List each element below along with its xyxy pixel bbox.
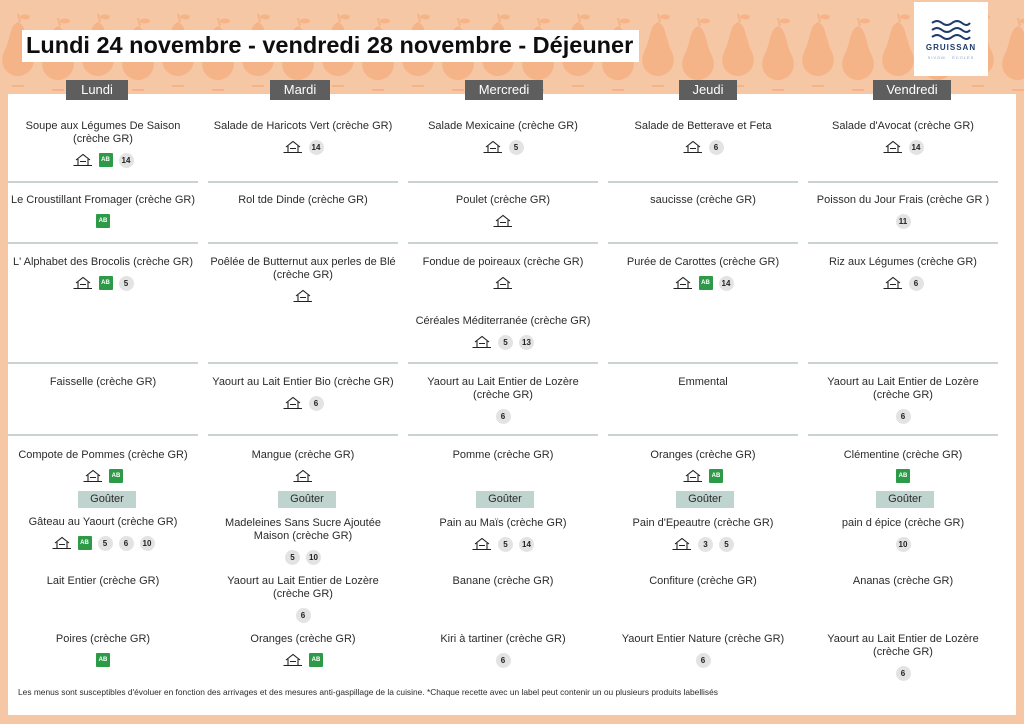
homemade-icon [493, 276, 513, 290]
allergen-badge: 14 [309, 140, 324, 155]
allergen-badge: 6 [696, 653, 711, 668]
menu-item-name: Kiri à tartiner (crèche GR) [440, 633, 566, 645]
pear-shape [762, 18, 794, 90]
allergen-badge: 13 [519, 335, 534, 350]
menu-item-name: Soupe aux Légumes De Saison (crèche GR) [25, 120, 181, 145]
allergen-badge: 3 [698, 537, 713, 552]
menu-item-name: Pain d'Epeautre (crèche GR) [632, 517, 774, 529]
homemade-icon [283, 653, 303, 667]
menu-item [408, 376, 598, 424]
menu-item-name: Lait Entier (crèche GR) [46, 575, 160, 587]
menu-item [8, 575, 198, 588]
course-separator [608, 242, 798, 244]
menu-item-labels [208, 139, 398, 155]
pear-shape [642, 14, 674, 86]
menu-item-labels [208, 395, 398, 411]
allergen-badge: 5 [498, 335, 513, 350]
course-separator [208, 434, 398, 436]
pear-shape [1002, 18, 1024, 90]
menu-item [8, 516, 198, 551]
menu-item [608, 575, 798, 588]
menu-item-name: Banane (crèche GR) [452, 575, 554, 587]
gouter-label: Goûter [278, 491, 336, 508]
menu-item [608, 120, 798, 155]
course-separator [808, 362, 998, 364]
course-separator [808, 434, 998, 436]
page-title: Lundi 24 novembre - vendredi 28 novembre - Déjeuner [26, 32, 634, 58]
menu-item [408, 194, 598, 229]
menu-item-labels [808, 213, 998, 229]
menu-item [808, 449, 998, 484]
organic-ab-icon: AB [96, 653, 110, 667]
menu-item-name: Yaourt au Lait Entier de Lozère (crèche GR) [227, 575, 379, 600]
homemade-icon [672, 537, 692, 551]
course-separator [8, 362, 198, 364]
menu-item-labels [8, 213, 198, 229]
menu-item [208, 120, 398, 155]
course-separator [608, 434, 798, 436]
day-header: Vendredi [873, 80, 951, 100]
homemade-icon [472, 335, 492, 349]
menu-item-name: Salade de Betterave et Feta [634, 120, 772, 132]
menu-item-name: Pain au Maïs (crèche GR) [439, 517, 567, 529]
homemade-icon [73, 276, 93, 290]
day-column-vendredi [808, 82, 998, 715]
organic-ab-icon: AB [699, 276, 713, 290]
menu-item-labels [208, 652, 398, 668]
menu-item-name: Oranges (crèche GR) [250, 633, 356, 645]
menu-item-name: Faisselle (crèche GR) [49, 376, 157, 388]
menu-item-name: Salade d'Avocat (crèche GR) [832, 120, 974, 132]
course-separator [408, 242, 598, 244]
course-separator [408, 434, 598, 436]
menu-item [8, 449, 198, 484]
menu-item [608, 517, 798, 552]
menu-item-name: Fondue de poireaux (crèche GR) [422, 256, 584, 268]
organic-ab-icon: AB [896, 469, 910, 483]
menu-item-name: Pomme (crèche GR) [452, 449, 554, 461]
allergen-badge: 14 [909, 140, 924, 155]
homemade-icon [283, 140, 303, 154]
homemade-icon [683, 469, 703, 483]
menu-item [808, 376, 998, 424]
menu-item [208, 256, 398, 304]
menu-item-labels [608, 275, 798, 291]
course-separator [8, 181, 198, 183]
menu-item-name: Poires (crèche GR) [55, 633, 151, 645]
homemade-icon [83, 469, 103, 483]
menu-item [808, 256, 998, 291]
day-header: Jeudi [679, 80, 737, 100]
gruissan-logo [914, 2, 988, 76]
menu-item-labels [808, 536, 998, 552]
gouter-label: Goûter [876, 491, 934, 508]
day-column-mercredi [408, 82, 598, 715]
menu-item-name: Poêlée de Butternut aux perles de Blé (crèche GR) [210, 256, 396, 281]
menu-item [808, 120, 998, 155]
menu-item-name: L' Alphabet des Brocolis (crèche GR) [12, 256, 194, 268]
allergen-badge: 10 [896, 537, 911, 552]
course-separator [208, 242, 398, 244]
homemade-icon [283, 396, 303, 410]
menu-item-name: pain d épice (crèche GR) [841, 517, 965, 529]
menu-item [808, 194, 998, 229]
menu-item [8, 376, 198, 389]
course-separator [208, 181, 398, 183]
allergen-badge: 6 [709, 140, 724, 155]
homemade-icon [483, 140, 503, 154]
footer-note: Les menus sont susceptibles d'évoluer en fonction des arrivages et des mesures anti-gaspillage de la cuisine. *Chaque recette avec un label peut contenir un ou plusieurs produits labellisés [18, 687, 718, 697]
menu-item-labels [608, 139, 798, 155]
menu-item [208, 633, 398, 668]
menu-item-labels [8, 652, 198, 668]
homemade-icon [673, 276, 693, 290]
pear-shape [722, 14, 754, 86]
allergen-badge: 10 [140, 536, 155, 551]
day-column-lundi [8, 82, 198, 715]
menu-item-labels [808, 468, 998, 484]
allergen-badge: 6 [496, 409, 511, 424]
menu-item-name: Emmental [678, 376, 728, 388]
menu-item-name: Confiture (crèche GR) [649, 575, 757, 587]
menu-item-labels [208, 468, 398, 484]
menu-item-name: Ananas (crèche GR) [852, 575, 954, 587]
course-separator [208, 362, 398, 364]
allergen-badge: 5 [498, 537, 513, 552]
homemade-icon [293, 469, 313, 483]
menu-item [208, 575, 398, 623]
menu-item-name: Salade de Haricots Vert (crèche GR) [213, 120, 393, 132]
menu-item [408, 575, 598, 588]
course-separator [608, 181, 798, 183]
menu-item-labels [8, 535, 198, 551]
course-separator [808, 242, 998, 244]
menu-panel [8, 82, 1016, 715]
menu-item [408, 315, 598, 350]
course-separator [608, 362, 798, 364]
menu-item [608, 633, 798, 668]
title-banner [22, 30, 639, 62]
menu-item-name: Riz aux Légumes (crèche GR) [829, 256, 977, 268]
pear-shape [882, 14, 914, 86]
course-separator [808, 181, 998, 183]
menu-item-labels [8, 468, 198, 484]
gouter-label: Goûter [78, 491, 136, 508]
menu-item-name: Compote de Pommes (crèche GR) [18, 449, 188, 461]
homemade-icon [683, 140, 703, 154]
menu-item [8, 633, 198, 668]
menu-item-name: Yaourt au Lait Entier de Lozère (crèche GR) [827, 633, 979, 658]
menu-item-name: Madeleines Sans Sucre Ajoutée Maison (crèche GR) [225, 517, 381, 542]
menu-item-labels [608, 536, 798, 552]
organic-ab-icon: AB [309, 653, 323, 667]
course-separator [408, 362, 598, 364]
waves-icon [930, 18, 972, 42]
menu-item-name: Purée de Carottes (crèche GR) [626, 256, 780, 268]
allergen-badge: 5 [98, 536, 113, 551]
menu-item-name: Yaourt au Lait Entier de Lozère (crèche GR) [827, 376, 979, 401]
menu-item-name: Poisson du Jour Frais (crèche GR ) [816, 194, 990, 206]
pear-shape [802, 14, 834, 86]
menu-item-labels [208, 607, 398, 623]
menu-item-labels [808, 408, 998, 424]
menu-item-labels [408, 275, 598, 291]
homemade-icon [883, 276, 903, 290]
menu-item [208, 376, 398, 411]
menu-item-labels [408, 408, 598, 424]
menu-item [808, 633, 998, 681]
allergen-badge: 14 [719, 276, 734, 291]
menu-item-labels [8, 152, 198, 168]
menu-item-labels [408, 536, 598, 552]
menu-item-name: Céréales Méditerranée (crèche GR) [415, 315, 591, 327]
allergen-badge: 6 [496, 653, 511, 668]
menu-item-labels [808, 139, 998, 155]
menu-item-labels [808, 665, 998, 681]
organic-ab-icon: AB [99, 276, 113, 290]
menu-item-labels [408, 213, 598, 229]
allergen-badge: 5 [509, 140, 524, 155]
menu-item-labels [8, 275, 198, 291]
menu-item [608, 449, 798, 484]
allergen-badge: 6 [296, 608, 311, 623]
menu-item [8, 256, 198, 291]
allergen-badge: 6 [309, 396, 324, 411]
menu-item [408, 256, 598, 291]
allergen-badge: 11 [896, 214, 911, 229]
menu-item-name: Gâteau au Yaourt (crèche GR) [28, 516, 178, 528]
day-header: Mercredi [465, 80, 543, 100]
allergen-badge: 14 [119, 153, 134, 168]
logo-text: GRUISSAN [925, 43, 977, 52]
menu-item [8, 194, 198, 229]
allergen-badge: 5 [285, 550, 300, 565]
allergen-badge: 10 [306, 550, 321, 565]
gouter-label: Goûter [676, 491, 734, 508]
organic-ab-icon: AB [96, 214, 110, 228]
allergen-badge: 6 [119, 536, 134, 551]
allergen-badge: 6 [909, 276, 924, 291]
menu-item-labels [808, 275, 998, 291]
menu-item [808, 575, 998, 588]
menu-item [408, 517, 598, 552]
menu-item-name: saucisse (crèche GR) [650, 194, 756, 206]
logo-subtext: SIVOM · ÉCOLES [927, 55, 975, 60]
day-column-mardi [208, 82, 398, 715]
menu-item-name: Yaourt au Lait Entier Bio (crèche GR) [212, 376, 394, 388]
menu-item-labels [408, 334, 598, 350]
course-separator [8, 434, 198, 436]
homemade-icon [52, 536, 72, 550]
menu-item-labels [608, 468, 798, 484]
menu-item-name: Poulet (crèche GR) [455, 194, 551, 206]
menu-item-name: Yaourt au Lait Entier de Lozère (crèche GR) [427, 376, 579, 401]
menu-item-name: Oranges (crèche GR) [650, 449, 756, 461]
course-separator [8, 242, 198, 244]
day-header: Mardi [270, 80, 330, 100]
course-separator [408, 181, 598, 183]
menu-item-labels [608, 652, 798, 668]
menu-item-name: Clémentine (crèche GR) [843, 449, 963, 461]
menu-item [8, 120, 198, 168]
menu-item-name: Salade Mexicaine (crèche GR) [428, 120, 578, 132]
menu-item-name: Mangue (crèche GR) [251, 449, 355, 461]
menu-item [408, 449, 598, 462]
menu-item-labels [208, 549, 398, 565]
menu-item-labels [208, 288, 398, 304]
organic-ab-icon: AB [709, 469, 723, 483]
day-header: Lundi [66, 80, 128, 100]
homemade-icon [883, 140, 903, 154]
homemade-icon [293, 289, 313, 303]
menu-item [608, 256, 798, 291]
organic-ab-icon: AB [109, 469, 123, 483]
menu-item-labels [408, 139, 598, 155]
allergen-badge: 6 [896, 666, 911, 681]
allergen-badge: 5 [719, 537, 734, 552]
menu-item-name: Yaourt Entier Nature (crèche GR) [621, 633, 785, 645]
menu-item-name: Rol tde Dinde (crèche GR) [238, 194, 368, 206]
menu-item [208, 194, 398, 207]
allergen-badge: 14 [519, 537, 534, 552]
organic-ab-icon: AB [78, 536, 92, 550]
menu-item [208, 449, 398, 484]
menu-item [408, 633, 598, 668]
menu-item [608, 376, 798, 389]
allergen-badge: 6 [896, 409, 911, 424]
gouter-label: Goûter [476, 491, 534, 508]
pear-shape [842, 18, 874, 90]
menu-item-labels [408, 652, 598, 668]
menu-item [408, 120, 598, 155]
homemade-icon [493, 214, 513, 228]
menu-item-name: Le Croustillant Fromager (crèche GR) [10, 194, 195, 206]
day-column-jeudi [608, 82, 798, 715]
menu-item [208, 517, 398, 565]
homemade-icon [73, 153, 93, 167]
menu-item [808, 517, 998, 552]
homemade-icon [472, 537, 492, 551]
menu-item [608, 194, 798, 207]
organic-ab-icon: AB [99, 153, 113, 167]
allergen-badge: 5 [119, 276, 134, 291]
